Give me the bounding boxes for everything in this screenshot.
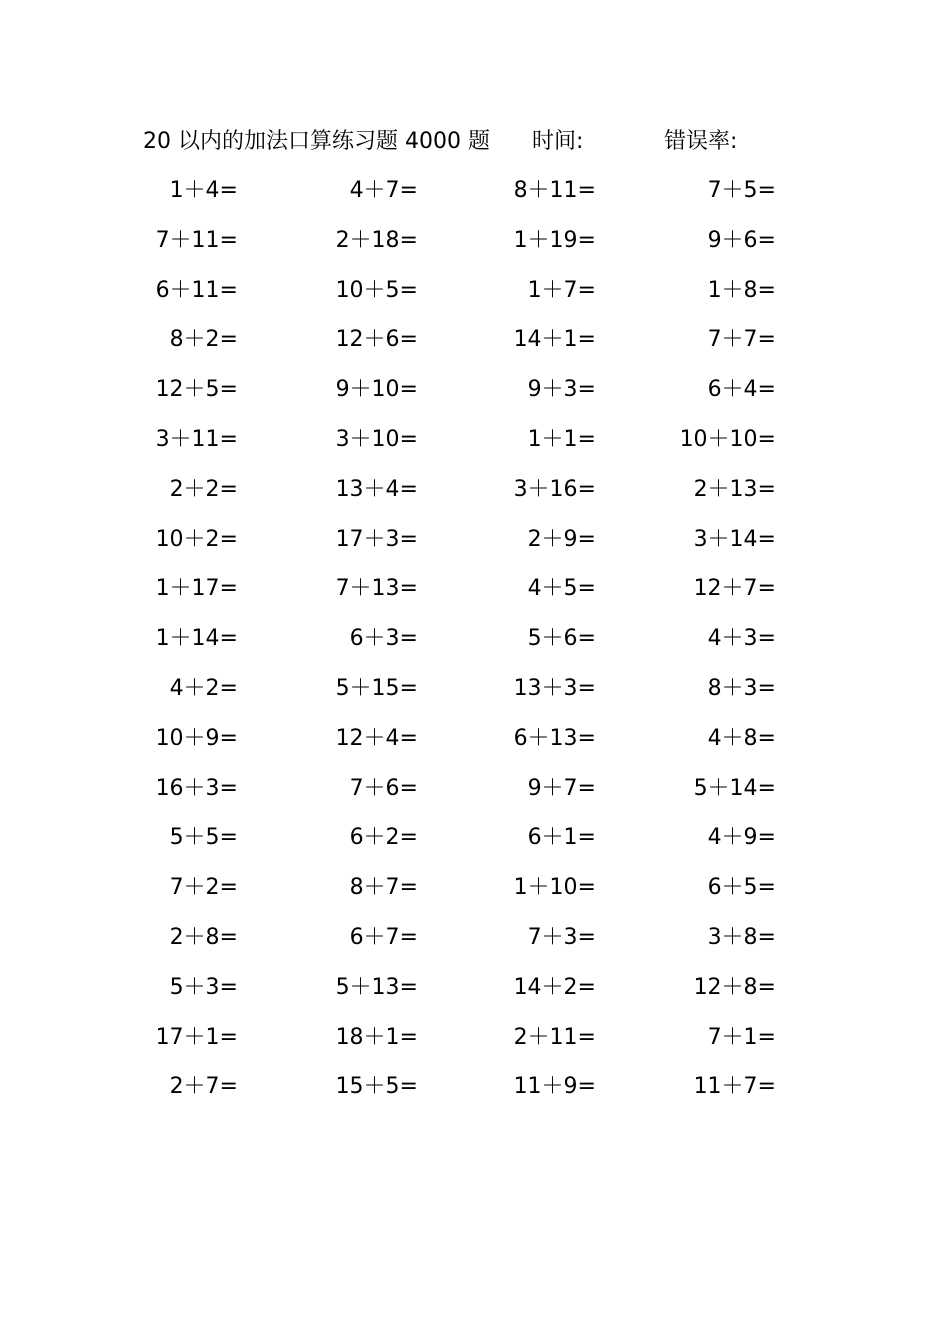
problem-cell: 1＋8= (707, 277, 776, 303)
problem-cell: 12＋5= (155, 377, 238, 403)
problem-cell: 3＋11= (155, 426, 238, 452)
problem-cell: 3＋8= (707, 924, 776, 950)
problem-cell: 6＋4= (707, 377, 776, 403)
problem-cell: 1＋19= (513, 227, 596, 253)
problem-cell: 6＋5= (707, 875, 776, 901)
problem-cell: 4＋3= (707, 626, 776, 652)
problem-cell: 1＋14= (155, 626, 238, 652)
problem-row (0, 415, 950, 465)
problem-cell: 7＋2= (169, 875, 238, 901)
problem-cell: 7＋11= (155, 227, 238, 253)
problem-cell: 5＋14= (693, 775, 776, 801)
problem-cell: 2＋18= (335, 227, 418, 253)
problem-row (0, 664, 950, 714)
problem-cell: 14＋2= (513, 974, 596, 1000)
problem-cell: 15＋5= (335, 1074, 418, 1100)
problem-cell: 6＋11= (155, 277, 238, 303)
problem-cell: 12＋6= (335, 327, 418, 353)
problem-cell: 3＋16= (513, 476, 596, 502)
problem-cell: 2＋13= (693, 476, 776, 502)
problem-cell: 17＋1= (155, 1024, 238, 1050)
problem-cell: 4＋8= (707, 725, 776, 751)
problem-cell: 10＋10= (679, 426, 776, 452)
problem-cell: 4＋5= (527, 576, 596, 602)
problem-cell: 13＋3= (513, 675, 596, 701)
problem-cell: 7＋6= (349, 775, 418, 801)
problem-row (0, 564, 950, 614)
problem-row (0, 266, 950, 316)
problem-row (0, 963, 950, 1013)
problem-cell: 6＋2= (349, 825, 418, 851)
problem-cell: 9＋7= (527, 775, 596, 801)
problem-row (0, 614, 950, 664)
problem-cell: 9＋6= (707, 227, 776, 253)
problem-cell: 9＋10= (335, 377, 418, 403)
problem-row (0, 315, 950, 365)
problem-row (0, 714, 950, 764)
error-rate-label: 错误率: (664, 129, 738, 154)
problem-cell: 18＋1= (335, 1024, 418, 1050)
problem-cell: 7＋7= (707, 327, 776, 353)
problem-cell: 8＋2= (169, 327, 238, 353)
problem-grid (0, 166, 950, 1112)
problem-cell: 11＋9= (513, 1074, 596, 1100)
problem-cell: 5＋3= (169, 974, 238, 1000)
problem-cell: 2＋8= (169, 924, 238, 950)
problem-cell: 1＋7= (527, 277, 596, 303)
problem-row (0, 863, 950, 913)
problem-cell: 10＋2= (155, 526, 238, 552)
problem-cell: 5＋15= (335, 675, 418, 701)
problem-cell: 7＋1= (707, 1024, 776, 1050)
problem-cell: 1＋10= (513, 875, 596, 901)
problem-cell: 5＋13= (335, 974, 418, 1000)
problem-cell: 2＋7= (169, 1074, 238, 1100)
problem-cell: 2＋9= (527, 526, 596, 552)
problem-cell: 14＋1= (513, 327, 596, 353)
problem-cell: 1＋1= (527, 426, 596, 452)
problem-cell: 7＋13= (335, 576, 418, 602)
problem-cell: 2＋2= (169, 476, 238, 502)
worksheet-header (0, 124, 950, 160)
problem-cell: 10＋5= (335, 277, 418, 303)
problem-cell: 4＋7= (349, 178, 418, 203)
problem-cell: 16＋3= (155, 775, 238, 801)
problem-row (0, 764, 950, 814)
problem-cell: 13＋4= (335, 476, 418, 502)
problem-row (0, 1013, 950, 1063)
problem-cell: 9＋3= (527, 377, 596, 403)
problem-cell: 3＋14= (693, 526, 776, 552)
problem-cell: 6＋7= (349, 924, 418, 950)
problem-row (0, 1062, 950, 1112)
problem-cell: 1＋17= (155, 576, 238, 602)
problem-cell: 5＋6= (527, 626, 596, 652)
problem-cell: 8＋3= (707, 675, 776, 701)
problem-cell: 6＋1= (527, 825, 596, 851)
problem-cell: 4＋2= (169, 675, 238, 701)
problem-row (0, 913, 950, 963)
problem-cell: 11＋7= (693, 1074, 776, 1100)
problem-cell: 7＋5= (707, 178, 776, 203)
problem-row (0, 365, 950, 415)
problem-cell: 8＋7= (349, 875, 418, 901)
problem-cell: 6＋3= (349, 626, 418, 652)
problem-row (0, 515, 950, 565)
problem-cell: 12＋7= (693, 576, 776, 602)
problem-cell: 1＋4= (169, 178, 238, 203)
problem-row (0, 166, 950, 216)
problem-cell: 3＋10= (335, 426, 418, 452)
problem-cell: 5＋5= (169, 825, 238, 851)
worksheet-title: 20 以内的加法口算练习题 4000 题 (143, 129, 490, 154)
problem-row (0, 216, 950, 266)
problem-row (0, 465, 950, 515)
problem-cell: 7＋3= (527, 924, 596, 950)
problem-cell: 12＋8= (693, 974, 776, 1000)
problem-cell: 8＋11= (513, 178, 596, 203)
problem-cell: 4＋9= (707, 825, 776, 851)
problem-cell: 10＋9= (155, 725, 238, 751)
problem-cell: 2＋11= (513, 1024, 596, 1050)
problem-row (0, 813, 950, 863)
problem-cell: 17＋3= (335, 526, 418, 552)
problem-cell: 6＋13= (513, 725, 596, 751)
time-label: 时间: (532, 129, 584, 154)
problem-cell: 12＋4= (335, 725, 418, 751)
